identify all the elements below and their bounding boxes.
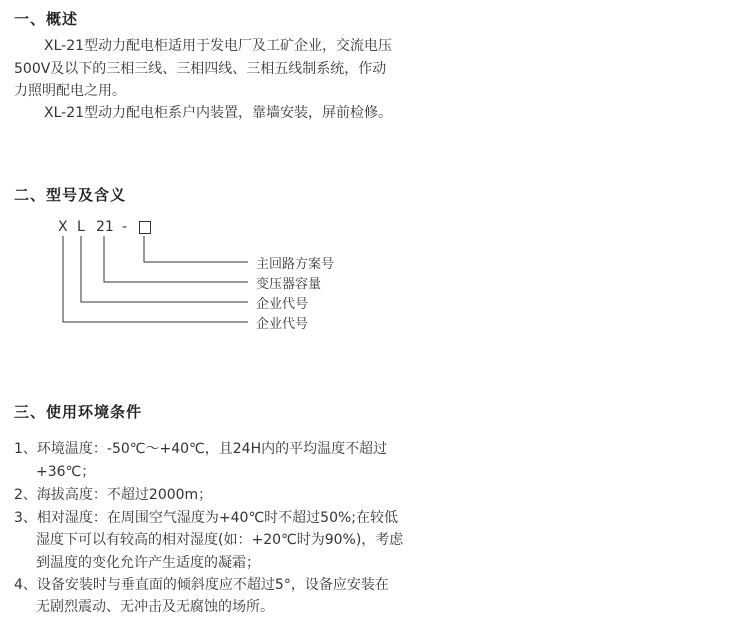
overview-line-4: XL-21型动力配电柜系户内装置，靠墙安装，屏前检修。 xyxy=(44,105,393,121)
label-enterprise-code-1: 企业代号 xyxy=(256,297,309,312)
env-line-6: 到温度的变化允许产生适度的凝霜； xyxy=(36,555,260,571)
section-3-heading: 三、使用环境条件 xyxy=(14,403,143,421)
overview-line-1: XL-21型动力配电柜适用于发电厂及工矿企业，交流电压 xyxy=(44,38,393,54)
env-line-8: 无剧烈震动、无冲击及无腐蚀的场所。 xyxy=(36,599,274,615)
label-enterprise-code-2: 企业代号 xyxy=(256,317,309,332)
section-1-heading: 一、概述 xyxy=(14,10,79,28)
model-code-x: X xyxy=(58,219,68,235)
overview-line-3: 力照明配电之用。 xyxy=(14,83,126,99)
section-2-heading: 二、型号及含义 xyxy=(14,186,127,204)
model-code-21: 21 xyxy=(96,219,114,235)
model-code-l: L xyxy=(77,219,85,235)
env-line-5: 湿度下可以有较高的相对湿度(如：+20℃时为90%)，考虑 xyxy=(36,532,404,548)
env-line-7: 4、设备安装时与垂直面的倾斜度应不超过5°，设备应安装在 xyxy=(14,577,389,593)
model-code-dash: - xyxy=(122,219,128,235)
env-line-1: 1、环境温度：-50℃～+40℃，且24H内的平均温度不超过 xyxy=(14,441,388,457)
env-line-2: +36℃； xyxy=(36,464,96,480)
overview-line-2: 500V及以下的三相三线、三相四线、三相五线制系统，作动 xyxy=(14,61,387,77)
label-main-circuit-scheme: 主回路方案号 xyxy=(256,257,335,272)
env-line-4: 3、相对湿度：在周围空气湿度为+40℃时不超过50%;在较低 xyxy=(14,510,399,526)
env-line-3: 2、海拔高度：不超过2000m； xyxy=(14,487,213,503)
label-transformer-capacity: 变压器容量 xyxy=(256,277,322,292)
